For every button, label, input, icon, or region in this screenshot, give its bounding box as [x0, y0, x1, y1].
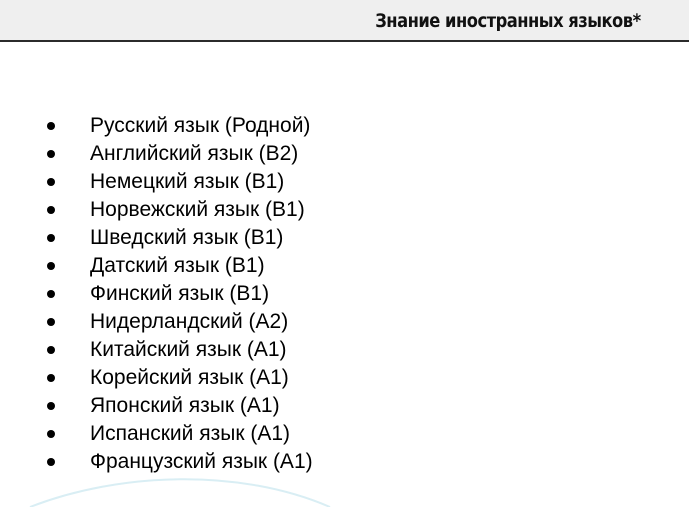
section-header-band: [0, 0, 689, 42]
language-label: Испанский язык (A1): [90, 422, 291, 445]
bullet-icon: [47, 150, 55, 158]
language-label: Французский язык (A1): [90, 450, 313, 473]
language-label: Японский язык (A1): [90, 394, 280, 417]
language-label: Русский язык (Родной): [90, 114, 311, 137]
language-label: Датский язык (B1): [90, 254, 265, 277]
language-label: Немецкий язык (B1): [90, 170, 285, 193]
language-label: Английский язык (B2): [90, 142, 299, 165]
bullet-icon: [47, 402, 55, 410]
bullet-icon: [47, 458, 55, 466]
bullet-icon: [47, 290, 55, 298]
language-label: Корейский язык (A1): [90, 366, 289, 389]
bullet-icon: [47, 318, 55, 326]
bullet-icon: [47, 234, 55, 242]
language-label: Шведский язык (B1): [90, 226, 284, 249]
bullet-icon: [47, 346, 55, 354]
bullet-icon: [47, 206, 55, 214]
bullet-icon: [47, 178, 55, 186]
bullet-icon: [47, 122, 55, 130]
language-label: Китайский язык (A1): [90, 338, 287, 361]
language-label: Норвежский язык (B1): [90, 198, 305, 221]
bullet-icon: [47, 262, 55, 270]
language-label: Финский язык (B1): [90, 282, 270, 305]
bullet-icon: [47, 430, 55, 438]
section-heading: Знание иностранных языков*: [375, 10, 641, 32]
language-label: Нидерландский (A2): [90, 310, 289, 333]
bullet-icon: [47, 374, 55, 382]
